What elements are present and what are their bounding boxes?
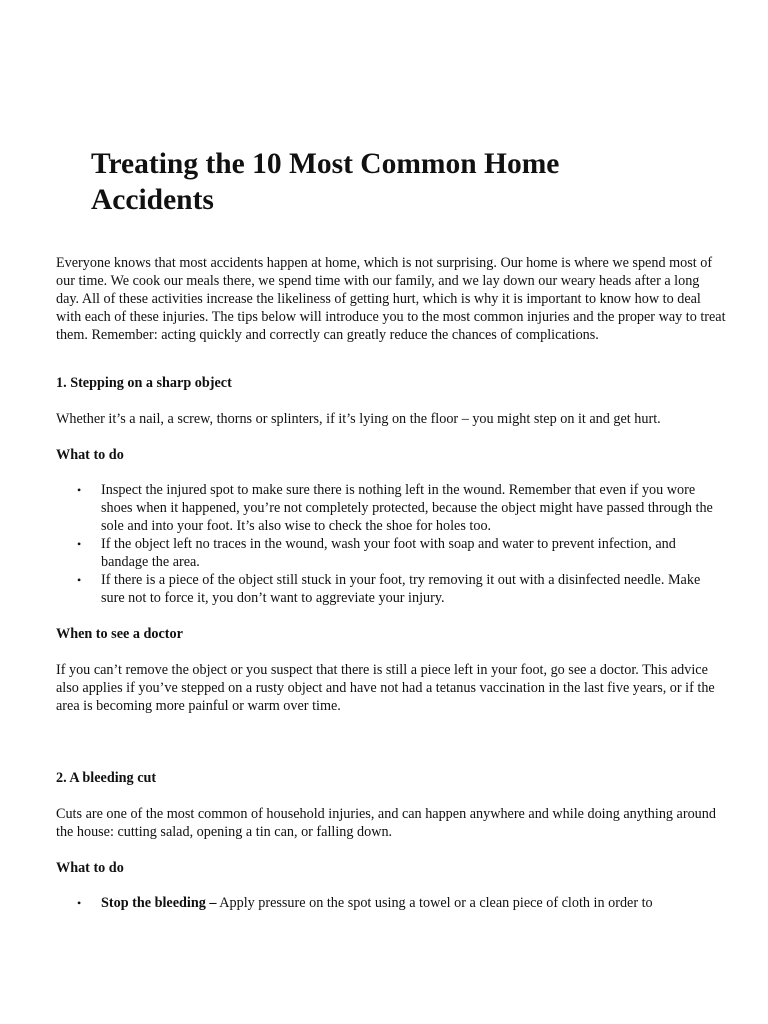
doctor-paragraph: If you can’t remove the object or you suspect that there is still a piece left in your foot, go see a doctor. This advice also applies if you’ve stepped on a rusty object and have not had a tetanus vaccination in the last five years, or if the area is becoming more painful or warm over time. — [56, 662, 715, 714]
section-heading: 1. Stepping on a sharp object — [56, 375, 232, 391]
doctor-label: When to see a doctor — [56, 626, 183, 642]
intro-paragraph: Everyone knows that most accidents happen at home, which is not surprising. Our home is where we spend most of our time. We cook our meals there, we spend time with our family, and we lay down our weary heads after a long day. All of these activities increase the likeliness of getting hurt, which is why it is important to know how to deal with each of these injuries. The tips below will introduce you to the most common injuries and the proper way to treat them. Remember: acting quickly and correctly can greatly reduce the chances of complications. — [56, 255, 726, 343]
steps-list — [56, 481, 726, 607]
list-item — [77, 535, 726, 571]
list-item-text: If the object left no traces in the wound, wash your foot with soap and water to prevent infection, and bandage the area. — [101, 536, 676, 570]
list-item-text: Apply pressure on the spot using a towel or a clean piece of cloth in order to — [216, 895, 653, 911]
list-item-text: If there is a piece of the object still stuck in your foot, try removing it out with a disinfected needle. Make sure not to force it, you don’t want to aggreviate your injury. — [101, 572, 701, 606]
bullet-icon: • — [77, 573, 82, 587]
list-item — [77, 894, 726, 912]
section-description: Whether it’s a nail, a screw, thorns or splinters, if it’s lying on the floor – you might step on it and get hurt. — [56, 411, 661, 427]
document-body — [56, 254, 726, 912]
list-item-lead: Stop the bleeding – — [101, 895, 217, 911]
section-description: Cuts are one of the most common of household injuries, and can happen anywhere and while doing anything around the house: cutting salad, opening a tin can, or falling down. — [56, 806, 716, 840]
section-heading: 2. A bleeding cut — [56, 770, 157, 786]
bullet-icon: • — [77, 537, 82, 551]
what-to-do-label: What to do — [56, 447, 124, 463]
steps-list — [56, 894, 726, 912]
list-item — [77, 571, 726, 607]
list-item — [77, 481, 726, 535]
what-to-do-label: What to do — [56, 860, 124, 876]
bullet-icon: • — [77, 483, 82, 497]
list-item-text: Inspect the injured spot to make sure there is nothing left in the wound. Remember that even if you wore shoes when it happened, you’re not completely protected, because the object might have passed through the sole and into your foot. It’s also wise to check the shoe for holes too. — [101, 482, 713, 534]
page-title: Treating the 10 Most Common Home Accidents — [91, 148, 560, 216]
bullet-icon: • — [77, 896, 82, 910]
